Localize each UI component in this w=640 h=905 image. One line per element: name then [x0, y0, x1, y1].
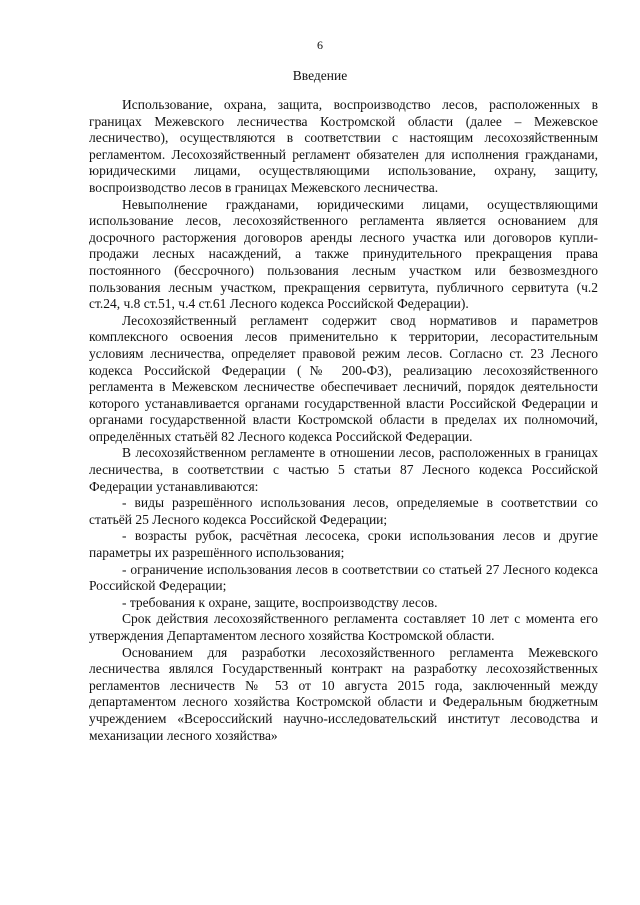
list-item-cutting-ages: - возрасты рубок, расчётная лесосека, сроки использования лесов и другие параметры их разрешённого использования; — [89, 528, 598, 561]
body-text — [89, 97, 598, 744]
paragraph-validity-period: Срок действия лесохозяйственного регламента составляет 10 лет с момента его утверждения Департаментом лесного хозяйства Костромской области. — [89, 611, 598, 643]
list-item-protection-requirements: - требования к охране, защите, воспроизводству лесов. — [122, 594, 438, 610]
list-item-permitted-uses: - виды разрешённого использования лесов, определяемые в соответствии со статьёй 25 Лесного кодекса Российской Федерации; — [89, 495, 598, 527]
paragraph-established-items: В лесохозяйственном регламенте в отношении лесов, расположенных в границах лесничества, в соответствии с частью 5 статьи 87 Лесного кодекса Российской Федерации устанавливаются: — [89, 445, 598, 494]
paragraph-development-basis: Основанием для разработки лесохозяйственного регламента Межевского лесничества являлся Государственный контракт на разработку лесохозяйственных регламентов лесничеств № 53 от 10 августа 2015 года, заключенный между департаментом лесного хозяйства Костромской области и Федеральным бюджетным учреждением «Всероссийский научно-исследовательский институт лесоводства и механизации лесного хозяйства» — [89, 644, 598, 743]
list-item-use-restrictions: - ограничение использования лесов в соответствии со статьей 27 Лесного кодекса Российской Федерации; — [89, 561, 598, 594]
paragraph-regulation-content: Лесохозяйственный регламент содержит свод нормативов и параметров комплексного освоения лесов применительно к территории, лесорастительным условиям лесничества, определяет правовой режим лесов. Согласно ст. 23 Лесного кодекса Российской Федерации (№ 200-ФЗ), реализацию лесохозяйственного регламента в Межевском лесничестве обеспечивает лесничий, порядок деятельности которого устанавливается органами государственной власти Российской Федерации и органами государственной власти Костромской области в пределах их полномочий, определённых статьёй 82 Лесного кодекса Российской Федерации. — [89, 312, 598, 444]
section-heading: Введение — [292, 68, 348, 83]
page-number: 6 — [317, 38, 323, 52]
paragraph-noncompliance: Невыполнение гражданами, юридическими лицами, осуществляющими использование лесов, лесохозяйственного регламента является основанием для досрочного расторжения договоров аренды лесного участка или договоров купли-продажи лесных насаждений, а также принудительного прекращения права постоянного (бессрочного) пользования лесным участком или безвозмездного пользования лесным участком, прекращения сервитута, публичного сервитута (ч.2 ст.24, ч.8 ст.51, ч.4 ст.61 Лесного кодекса Российской Федерации). — [89, 196, 598, 312]
paragraph-usage: Использование, охрана, защита, воспроизводство лесов, расположенных в границах Межевского лесничества Костромской области (далее – Межевское лесничество), осуществляются в соответствии с настоящим лесохозяйственным регламентом. Лесохозяйственный регламент обязателен для исполнения гражданами, юридическими лицами, осуществляющими использование, охрану, защиту, воспроизводство лесов в границах Межевского лесничества. — [89, 97, 598, 195]
